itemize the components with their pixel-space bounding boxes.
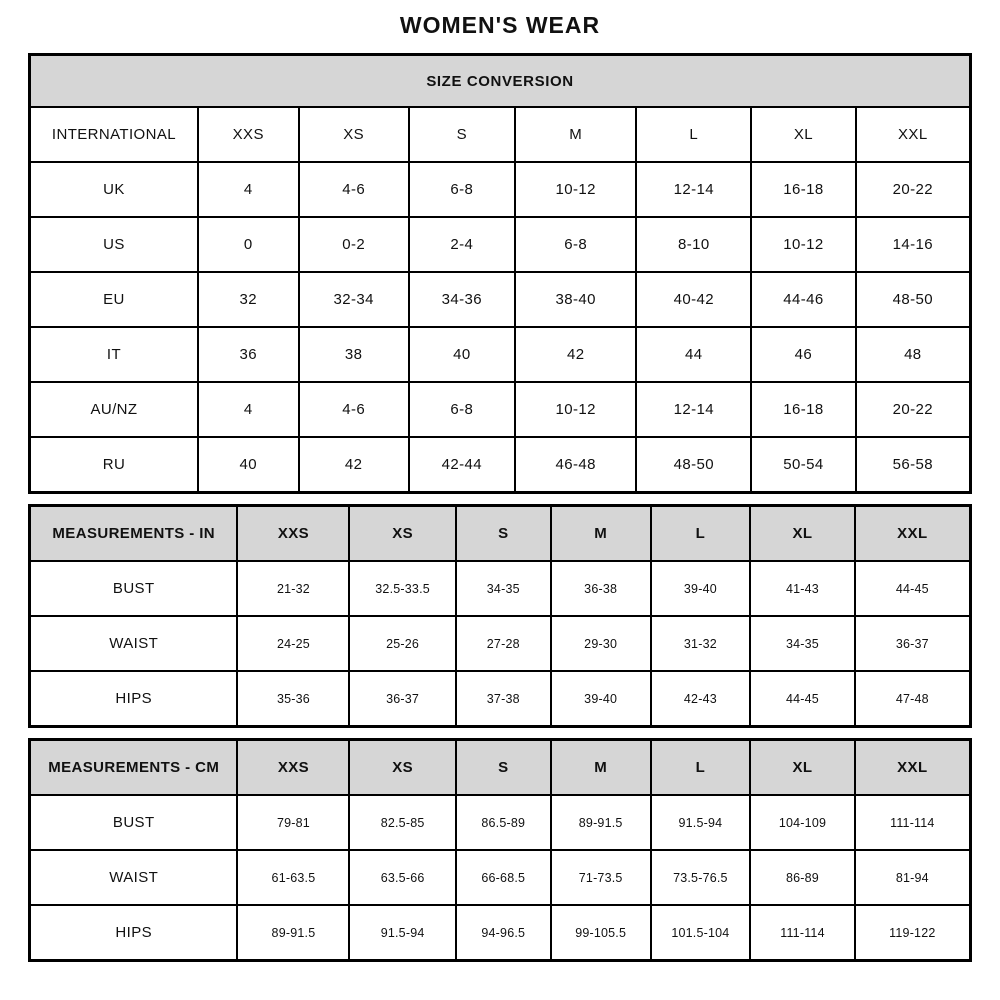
size_conversion-value-cell: 12-14 [636,162,751,217]
size_conversion-value-cell: 32 [198,272,299,327]
measurements_in-value-cell: 35-36 [237,671,349,727]
size_conversion-size-header: S [409,107,515,162]
measurements_in-value-cell: 37-38 [456,671,551,727]
measurements_in-value-cell: 34-35 [750,616,854,671]
measurements_cm-row-label: BUST [30,795,238,850]
measurements_cm-value-cell: 79-81 [237,795,349,850]
measurements_cm-value-cell: 91.5-94 [651,795,751,850]
size_conversion-value-cell: 6-8 [515,217,636,272]
measurements_in-value-cell: 47-48 [855,671,971,727]
size_conversion-header-row [30,107,971,162]
measurements_in-value-cell: 27-28 [456,616,551,671]
size_conversion-value-cell: 40 [198,437,299,493]
size_conversion-value-cell: 40 [409,327,515,382]
size_conversion-value-cell: 48 [856,327,971,382]
size_conversion-value-cell: 2-4 [409,217,515,272]
size_conversion-value-cell: 46 [751,327,855,382]
measurements_cm-value-cell: 61-63.5 [237,850,349,905]
measurements_in-row-label: BUST [30,561,238,616]
measurements_cm-value-cell: 119-122 [855,905,971,961]
size_conversion-value-cell: 38-40 [515,272,636,327]
measurements_in-row-label: HIPS [30,671,238,727]
size_conversion-row-us [30,217,971,272]
size_conversion-value-cell: 42 [515,327,636,382]
size_conversion-value-cell: 50-54 [751,437,855,493]
measurements_cm-row-label: WAIST [30,850,238,905]
measurements_in-value-cell: 36-37 [855,616,971,671]
size_conversion-value-cell: 20-22 [856,382,971,437]
size_conversion-value-cell: 42-44 [409,437,515,493]
size_conversion-value-cell: 44-46 [751,272,855,327]
size_conversion-size-header: M [515,107,636,162]
size_conversion-value-cell: 10-12 [515,162,636,217]
measurements_cm-header-row [30,740,971,796]
size_conversion-value-cell: 42 [299,437,409,493]
size_conversion-value-cell: 12-14 [636,382,751,437]
size_conversion-size-header: XL [751,107,855,162]
size_conversion-row-label: AU/NZ [30,382,198,437]
measurements_cm-value-cell: 111-114 [855,795,971,850]
measurements_in-value-cell: 36-38 [551,561,651,616]
size_conversion-row-label: IT [30,327,198,382]
size_conversion-row-label: RU [30,437,198,493]
measurements_in-header-row [30,506,971,562]
size_conversion-value-cell: 4 [198,382,299,437]
measurements_cm-value-cell: 99-105.5 [551,905,651,961]
size_conversion-value-cell: 46-48 [515,437,636,493]
measurements_cm-value-cell: 111-114 [750,905,854,961]
measurements_in-size-header: S [456,506,551,562]
measurements_in-row-bust [30,561,971,616]
measurements_cm-value-cell: 86-89 [750,850,854,905]
measurements_in-value-cell: 39-40 [551,671,651,727]
measurements_cm-row-hips [30,905,971,961]
measurements_cm-size-header: M [551,740,651,796]
measurements_cm-value-cell: 86.5-89 [456,795,551,850]
size_conversion-row-au-nz [30,382,971,437]
measurements-in-body [30,506,971,727]
measurements_cm-size-header: XXL [855,740,971,796]
measurements_cm-row-label: HIPS [30,905,238,961]
measurements_in-size-header: M [551,506,651,562]
size_conversion-value-cell: 20-22 [856,162,971,217]
size-conversion-banner: SIZE CONVERSION [30,55,971,108]
size_conversion-value-cell: 38 [299,327,409,382]
measurements_cm-value-cell: 63.5-66 [349,850,455,905]
size_conversion-value-cell: 6-8 [409,162,515,217]
measurements_in-size-header: XL [750,506,854,562]
measurements_in-row-hips [30,671,971,727]
size_conversion-size-header: XXL [856,107,971,162]
measurements_in-value-cell: 36-37 [349,671,455,727]
size_conversion-value-cell: 0 [198,217,299,272]
measurements_in-value-cell: 29-30 [551,616,651,671]
measurements_cm-value-cell: 101.5-104 [651,905,751,961]
size_conversion-value-cell: 34-36 [409,272,515,327]
page-title: WOMEN'S WEAR [399,12,601,38]
measurements_cm-size-header: XL [750,740,854,796]
measurements-cm-body [30,740,971,961]
measurements_cm-value-cell: 71-73.5 [551,850,651,905]
size_conversion-value-cell: 48-50 [636,437,751,493]
measurements_cm-value-cell: 66-68.5 [456,850,551,905]
size_conversion-value-cell: 16-18 [751,382,855,437]
size_conversion-row-eu [30,272,971,327]
size_conversion-value-cell: 8-10 [636,217,751,272]
measurements_in-value-cell: 25-26 [349,616,455,671]
size-conversion-body [30,107,971,493]
measurements_cm-first-col-label: MEASUREMENTS - CM [30,740,238,796]
measurements_in-value-cell: 31-32 [651,616,751,671]
measurements_in-size-header: XS [349,506,455,562]
size_conversion-value-cell: 6-8 [409,382,515,437]
measurements_cm-value-cell: 81-94 [855,850,971,905]
size_conversion-row-ru [30,437,971,493]
measurements_in-value-cell: 32.5-33.5 [349,561,455,616]
measurements_cm-size-header: XS [349,740,455,796]
measurements_cm-value-cell: 89-91.5 [551,795,651,850]
size_conversion-value-cell: 44 [636,327,751,382]
size_conversion-value-cell: 14-16 [856,217,971,272]
size_conversion-value-cell: 32-34 [299,272,409,327]
measurements_cm-size-header: L [651,740,751,796]
measurements_in-value-cell: 21-32 [237,561,349,616]
measurements_cm-size-header: S [456,740,551,796]
size_conversion-size-header: L [636,107,751,162]
size_conversion-value-cell: 10-12 [515,382,636,437]
size_conversion-value-cell: 48-50 [856,272,971,327]
size_conversion-value-cell: 16-18 [751,162,855,217]
measurements_cm-value-cell: 89-91.5 [237,905,349,961]
size_conversion-size-header: XXS [198,107,299,162]
size_conversion-size-header: XS [299,107,409,162]
measurements_in-value-cell: 41-43 [750,561,854,616]
size_conversion-value-cell: 4 [198,162,299,217]
measurements_in-value-cell: 42-43 [651,671,751,727]
measurements_in-size-header: XXL [855,506,971,562]
size-conversion-banner-row [30,55,971,108]
measurements_in-size-header: L [651,506,751,562]
measurements-cm-table [28,738,972,962]
measurements_in-value-cell: 34-35 [456,561,551,616]
size_conversion-row-label: US [30,217,198,272]
size_conversion-value-cell: 36 [198,327,299,382]
size_conversion-row-it [30,327,971,382]
measurements_in-value-cell: 44-45 [855,561,971,616]
measurements_cm-value-cell: 82.5-85 [349,795,455,850]
size_conversion-value-cell: 4-6 [299,162,409,217]
measurements_cm-value-cell: 73.5-76.5 [651,850,751,905]
measurements_cm-value-cell: 104-109 [750,795,854,850]
measurements_in-value-cell: 39-40 [651,561,751,616]
measurements_cm-value-cell: 91.5-94 [349,905,455,961]
size_conversion-first-col-label: INTERNATIONAL [30,107,198,162]
measurements_in-value-cell: 24-25 [237,616,349,671]
measurements_in-size-header: XXS [237,506,349,562]
measurements_cm-value-cell: 94-96.5 [456,905,551,961]
size_conversion-value-cell: 40-42 [636,272,751,327]
measurements_cm-row-bust [30,795,971,850]
measurements_in-row-waist [30,616,971,671]
size_conversion-row-label: EU [30,272,198,327]
size_conversion-value-cell: 10-12 [751,217,855,272]
size_conversion-value-cell: 0-2 [299,217,409,272]
measurements_in-first-col-label: MEASUREMENTS - IN [30,506,238,562]
measurements_cm-row-waist [30,850,971,905]
measurements_cm-size-header: XXS [237,740,349,796]
size_conversion-value-cell: 56-58 [856,437,971,493]
size-conversion-table [28,53,972,494]
measurements_in-row-label: WAIST [30,616,238,671]
size_conversion-row-uk [30,162,971,217]
measurements_in-value-cell: 44-45 [750,671,854,727]
size_conversion-row-label: UK [30,162,198,217]
measurements-in-table [28,504,972,728]
size_conversion-value-cell: 4-6 [299,382,409,437]
